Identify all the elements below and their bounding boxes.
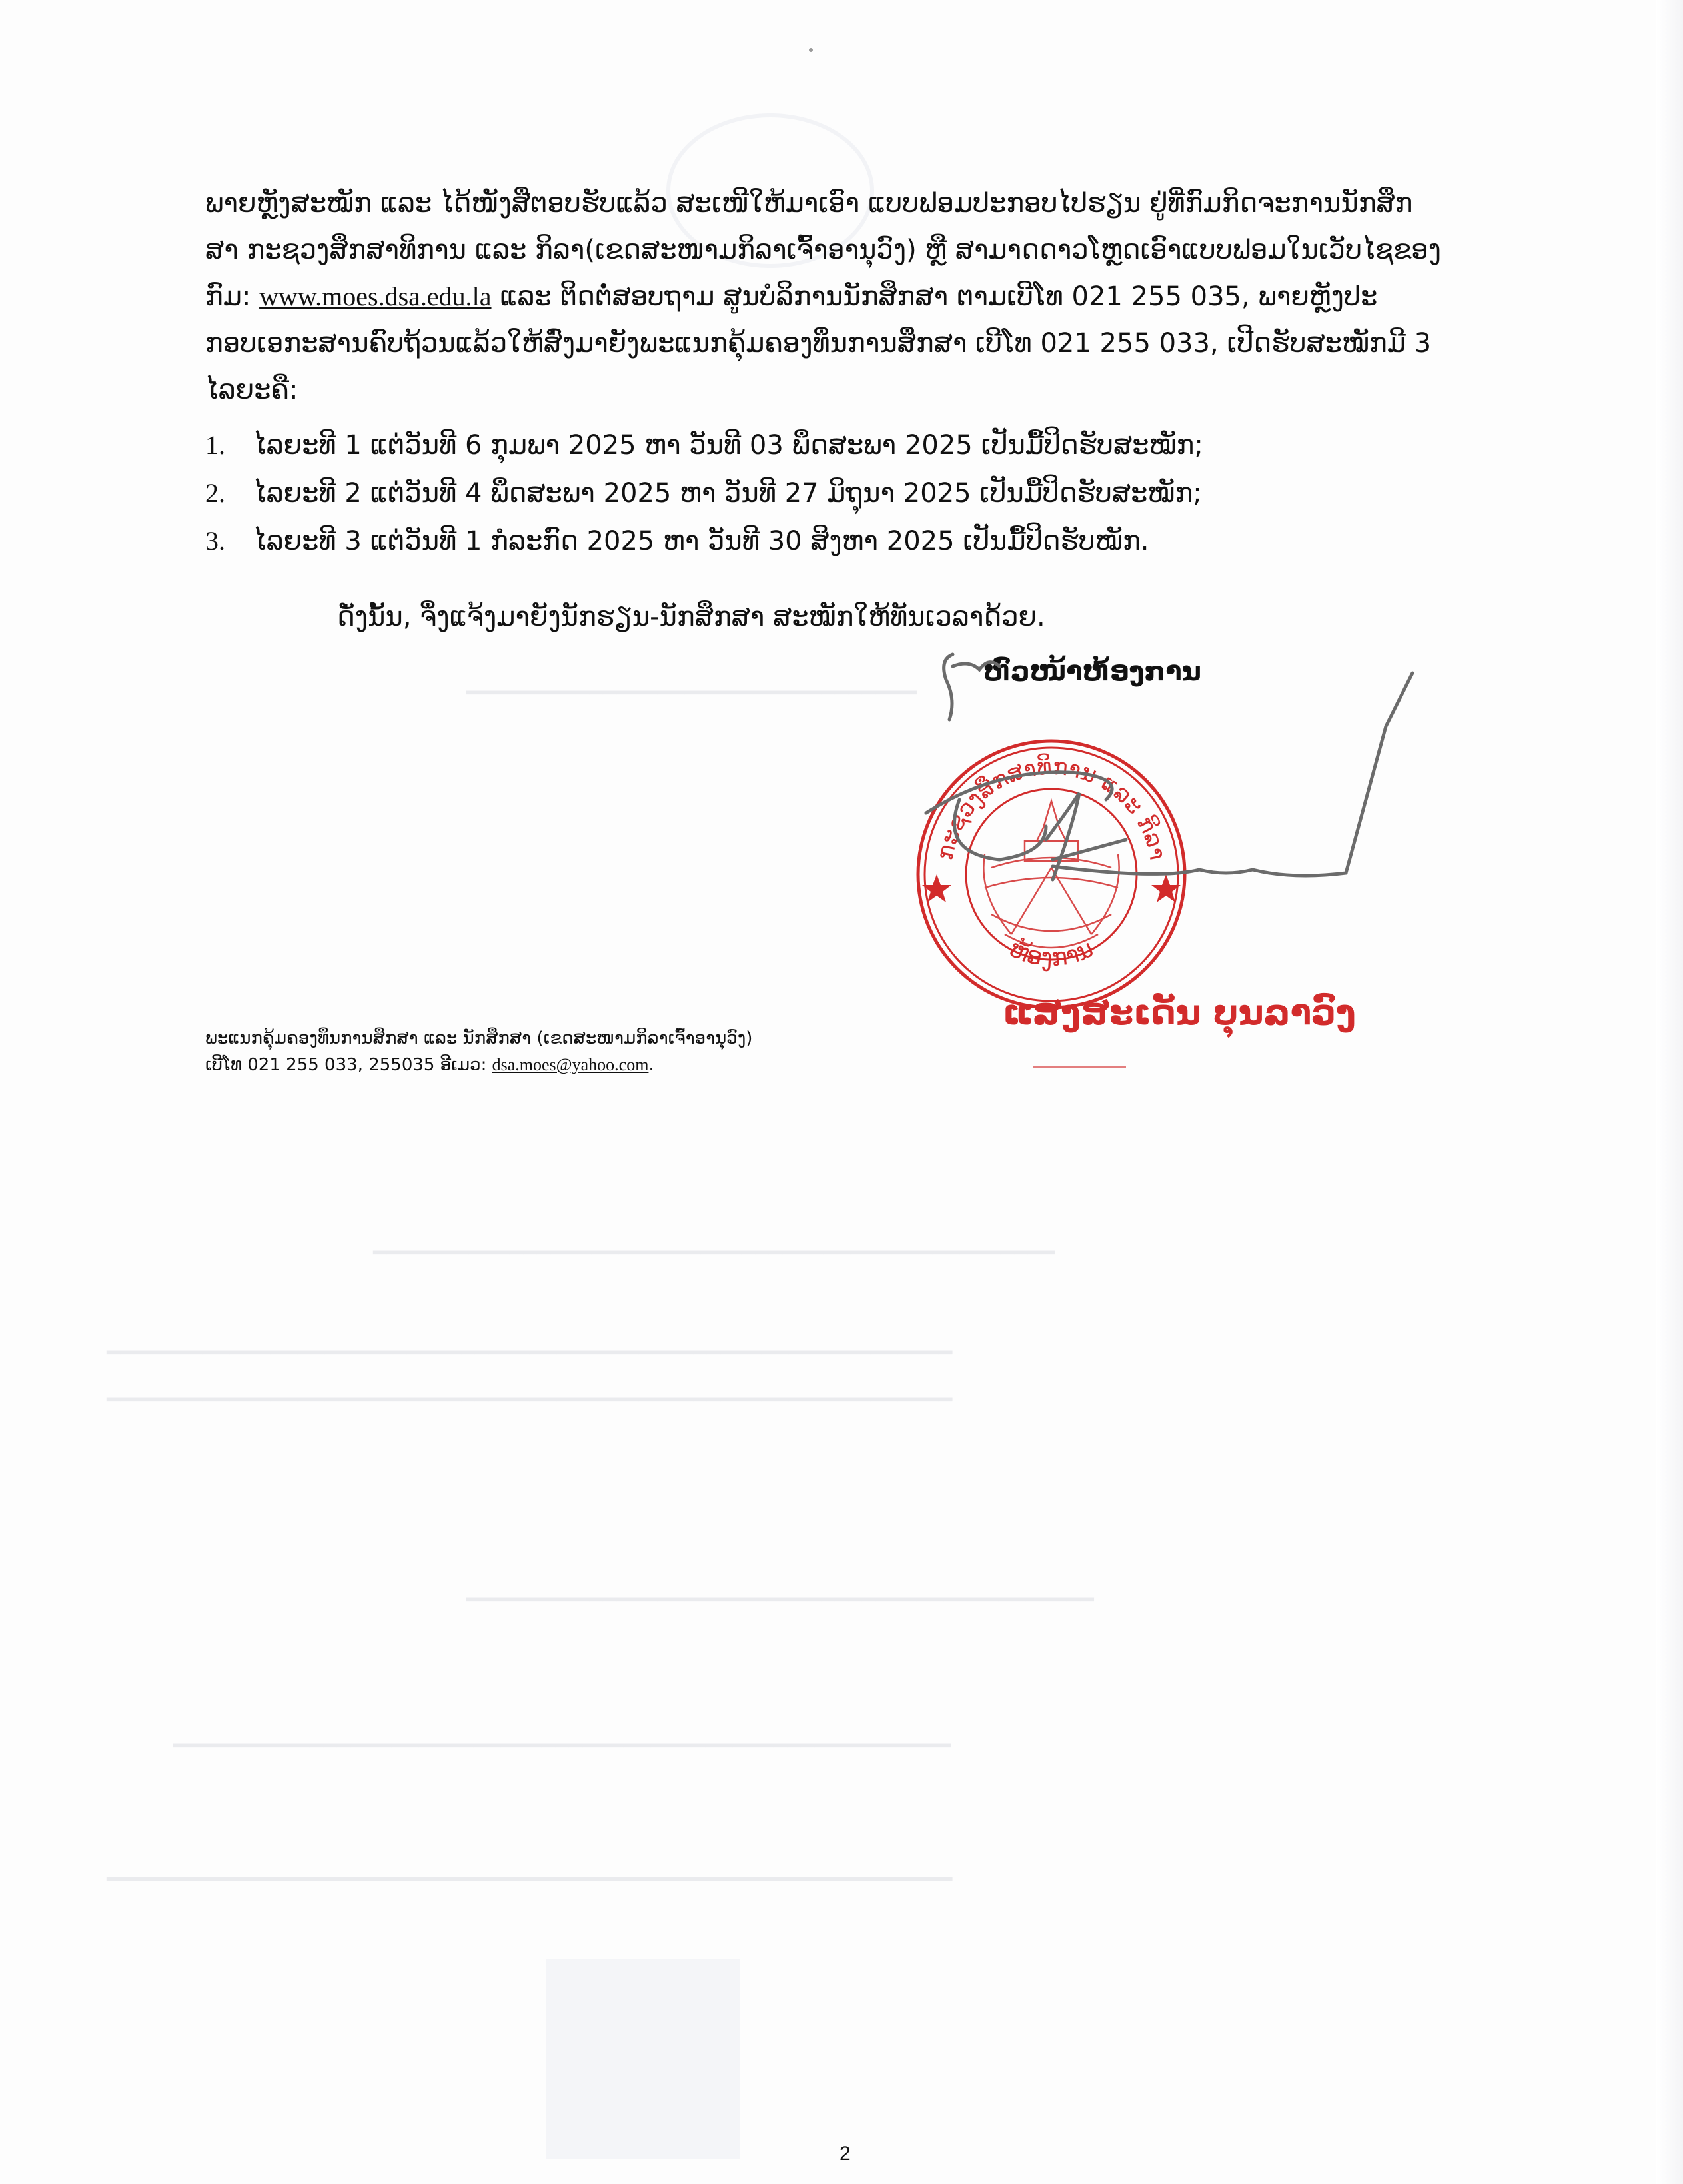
paragraph-line-2: ສາ ກະຊວງສຶກສາທິການ ແລະ ກິລາ(ເຂດສະໜາມກິລາເຈົ້າອານຸວົງ) ຫຼື ສາມາດດາວໂຫຼດເອົາແບບຟອມໃນເວັບໄຊຂອງ [205, 235, 1442, 265]
bleed-through-text: ━━━━━━━━━━━━━━━━━━━━━━━━━━━━━━━━━ [466, 680, 917, 706]
paragraph-line-1: ພາຍຫຼັງສະໝັກ ແລະ ໄດ້ໜັງສືຕອບຮັບແລ້ວ ສະເໜີໃຫ້ມາເອົາ ແບບຟອມປະກອບໄປຮຽນ ຢູ່ທີ່ກົມກິດຈະການນັກສຶກ [205, 188, 1413, 219]
official-stamp-icon [911, 734, 1191, 1014]
signatory-title: ຫົວໜ້າຫ້ອງການ [983, 656, 1201, 687]
bleed-through-text: ━━━━━━━━━━━━━━━━━━━━━━━━━━━━━━━━━━━━━━━━━━━━━━━━━━ [373, 1240, 1055, 1266]
list-item [205, 469, 1471, 517]
svg-text:ຫ້ອງການ [1005, 935, 1098, 972]
website-link[interactable]: www.moes.dsa.edu.la [259, 281, 492, 311]
bleed-through-text: ━━━━━━━━━━━━━━━━━━━━━━━━━━━━━━━━━━━━━━━━━━━━━━━━━━━━━━━━━━━━━━ [107, 1386, 953, 1413]
bleed-through-text: ━━━━━━━━━━━━━━━━━━━━━━━━━━━━━━━━━━━━━━━━━━━━━━━━━━━━━━━━━━━━━━ [107, 1340, 953, 1366]
paragraph-line-3-suffix: ແລະ ຕິດຕໍ່ສອບຖາມ ສູນບໍລິການນັກສຶກສາ ຕາມເບີໂທ 021 255 035, ພາຍຫຼັງປະ [491, 281, 1378, 312]
list-index: 1. [205, 430, 225, 460]
signer-underline [1033, 1066, 1126, 1068]
list-item [205, 421, 1471, 469]
application-periods-list [205, 421, 1471, 565]
list-item [205, 517, 1471, 565]
paragraph-line-5: ໄລຍະຄື: [205, 375, 298, 405]
paragraph-line-4: ກອບເອກະສານຄົບຖ້ວນແລ້ວໃຫ້ສົ່ງມາຍັງພະແນກຄຸ້ມຄອງທຶນການສຶກສາ ເບີໂທ 021 255 033, ເປີດຮັບສະໝັກມີ 3 [205, 328, 1432, 359]
bleed-through-text: ━━━━━━━━━━━━━━━━━━━━━━━━━━━━━━━━━━━━━━━━━━━━━━━━━━━━━━━━━ [173, 1733, 951, 1759]
footer-contact-suffix: . [648, 1055, 654, 1075]
signer-name: ແສງສະເດັນ ບຸນລາວົງ [1003, 993, 1356, 1033]
bleed-through-text: ━━━━━━━━━━━━━━━━━━━━━━━━━━━━━━━━━━━━━━━━━━━━━━ [466, 1586, 1094, 1613]
footer-phone: ເບີໂທ 021 255 033, 255035 ອີເມວ: [205, 1055, 492, 1075]
email-link[interactable]: dsa.moes@yahoo.com [492, 1055, 649, 1074]
footer-contact [205, 1025, 752, 1078]
bleed-through-photo-box [546, 1959, 740, 2159]
closing-sentence: ດັ່ງນັ້ນ, ຈຶ່ງແຈ້ງມາຍັງນັກຮຽນ-ນັກສຶກສາ ສະໝັກໃຫ້ທັນເວລາດ້ວຍ. [337, 602, 1045, 632]
stamp-bottom-text: ຫ້ອງການ [1005, 934, 1098, 972]
paragraph-line-3 [205, 273, 1458, 320]
footer-department: ພະແນກຄຸ້ມຄອງທຶນການສຶກສາ ແລະ ນັກສຶກສາ (ເຂດສະໜາມກິລາເຈົ້າອານຸວົງ) [205, 1028, 753, 1048]
body-paragraph [205, 180, 1458, 413]
page-number: 2 [840, 2143, 851, 2165]
list-index: 3. [205, 526, 225, 556]
footer-contact-line [205, 1052, 752, 1078]
paragraph-line-3-prefix: ກົມ: [205, 281, 260, 312]
scan-speck [809, 48, 813, 52]
list-index: 2. [205, 478, 225, 508]
scan-edge [1656, 0, 1683, 2184]
bleed-through-text: ━━━━━━━━━━━━━━━━━━━━━━━━━━━━━━━━━━━━━━━━━━━━━━━━━━━━━━━━━━━━━━ [107, 1866, 953, 1893]
list-text: ໄລຍະທີ 1 ແຕ່ວັນທີ 6 ກຸມພາ 2025 ຫາ ວັນທີ 03 ພຶດສະພາ 2025 ເປັນມື້ປິດຮັບສະໝັກ; [253, 430, 1203, 461]
list-text: ໄລຍະທີ 3 ແຕ່ວັນທີ 1 ກໍລະກົດ 2025 ຫາ ວັນທີ 30 ສິງຫາ 2025 ເປັນມື້ປິດຮັບໝັກ. [253, 526, 1149, 556]
stamp-top-text: ກະຊວງສຶກສາທິການ ແລະ ກິລາ [931, 753, 1171, 862]
list-text: ໄລຍະທີ 2 ແຕ່ວັນທີ 4 ພຶດສະພາ 2025 ຫາ ວັນທີ 27 ມິຖຸນາ 2025 ເປັນມື້ປິດຮັບສະໝັກ; [253, 478, 1202, 509]
